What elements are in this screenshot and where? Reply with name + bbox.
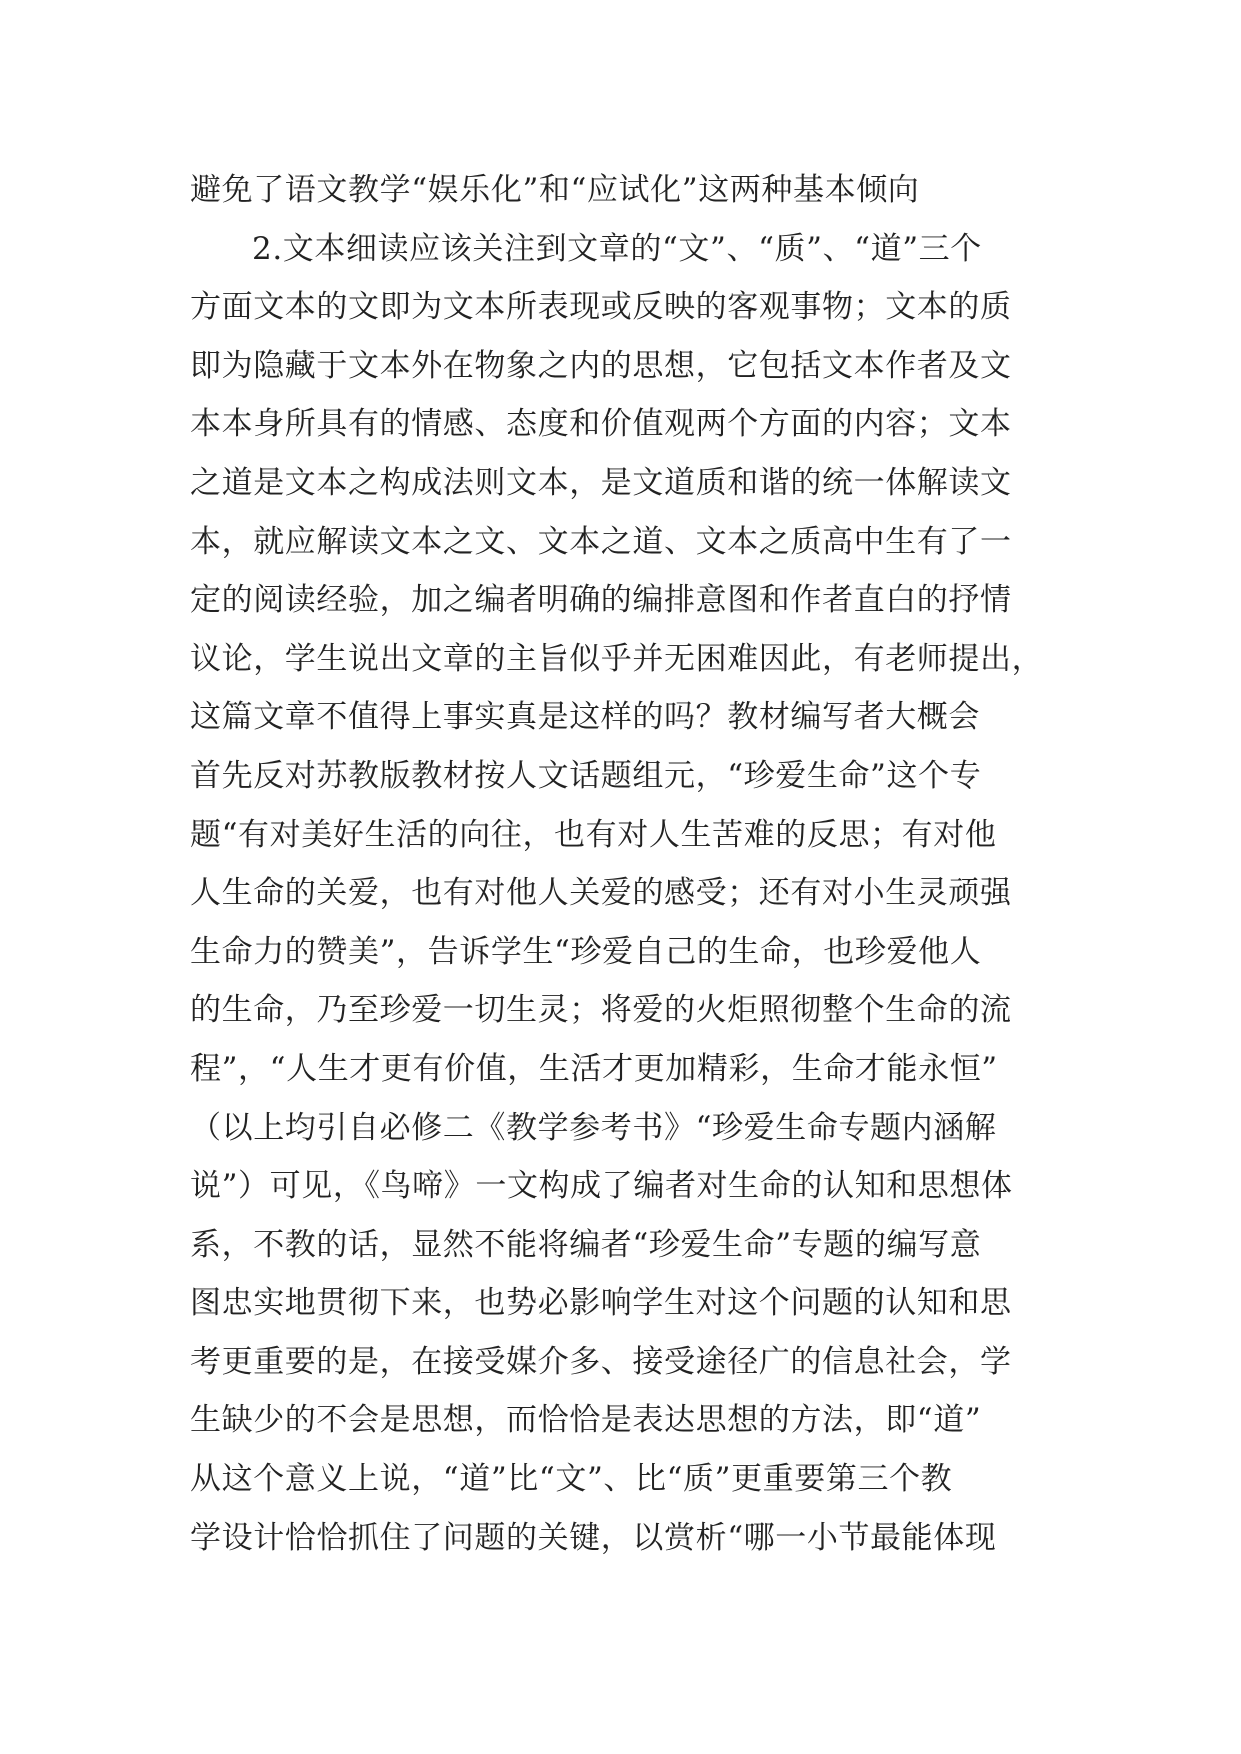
text-line: 系，不教的话，显然不能将编者“珍爱生命”专题的编写意 [190, 1226, 982, 1263]
text-line: 方面文本的文即为文本所表现或反映的客观事物；文本的质 [190, 289, 1012, 326]
text-line: 图忠实地贯彻下来，也势必影响学生对这个问题的认知和思 [190, 1285, 1012, 1322]
text-line: 生命力的赞美”，告诉学生“珍爱自己的生命，也珍爱他人 [190, 933, 982, 970]
text-line: 本，就应解读文本之文、文本之道、文本之质高中生有了一 [190, 523, 1012, 560]
text-line: 从这个意义上说，“道”比“文”、比“质”更重要第三个教 [190, 1461, 953, 1498]
paragraph-start-line: 2.文本细读应该关注到文章的“文”、“质”、“道”三个 [252, 230, 982, 267]
text-line: 这篇文章不值得上事实真是这样的吗？教材编写者大概会 [190, 699, 980, 736]
text-line: 题“有对美好生活的向往，也有对人生苦难的反思；有对他 [190, 816, 997, 853]
text-line: 说”）可见，《鸟啼》一文构成了编者对生命的认知和思想体 [190, 1168, 1013, 1205]
text-line: 生缺少的不会是思想，而恰恰是表达思想的方法，即“道” [190, 1402, 982, 1439]
text-line: 即为隐藏于文本外在物象之内的思想，它包括文本作者及文 [190, 347, 1012, 384]
text-line: 程”，“人生才更有价值，生活才更加精彩，生命才能永恒” [190, 1050, 998, 1087]
text-line: 人生命的关爱，也有对他人关爱的感受；还有对小生灵顽强 [190, 875, 1012, 912]
body-text [190, 161, 1070, 1567]
text-line: 的生命，乃至珍爱一切生灵；将爱的火炬照彻整个生命的流 [190, 992, 1012, 1029]
text-line: 本本身所具有的情感、态度和价值观两个方面的内容；文本 [190, 406, 1012, 443]
text-line: 议论，学生说出文章的主旨似乎并无困难因此，有老师提出， [190, 640, 1044, 677]
text-line: 考更重要的是，在接受媒介多、接受途径广的信息社会，学 [190, 1343, 1012, 1380]
text-line: 避免了语文教学“娱乐化”和“应试化”这两种基本倾向 [190, 172, 920, 208]
text-line: （以上均引自必修二《教学参考书》“珍爱生命专题内涵解 [190, 1109, 997, 1146]
text-line: 定的阅读经验，加之编者明确的编排意图和作者直白的抒情 [190, 582, 1012, 619]
text-line: 之道是文本之构成法则文本，是文道质和谐的统一体解读文 [190, 464, 1012, 501]
text-line: 学设计恰恰抓住了问题的关键，以赏析“哪一小节最能体现 [190, 1519, 997, 1556]
text-line: 首先反对苏教版教材按人文话题组元，“珍爱生命”这个专 [190, 757, 982, 794]
